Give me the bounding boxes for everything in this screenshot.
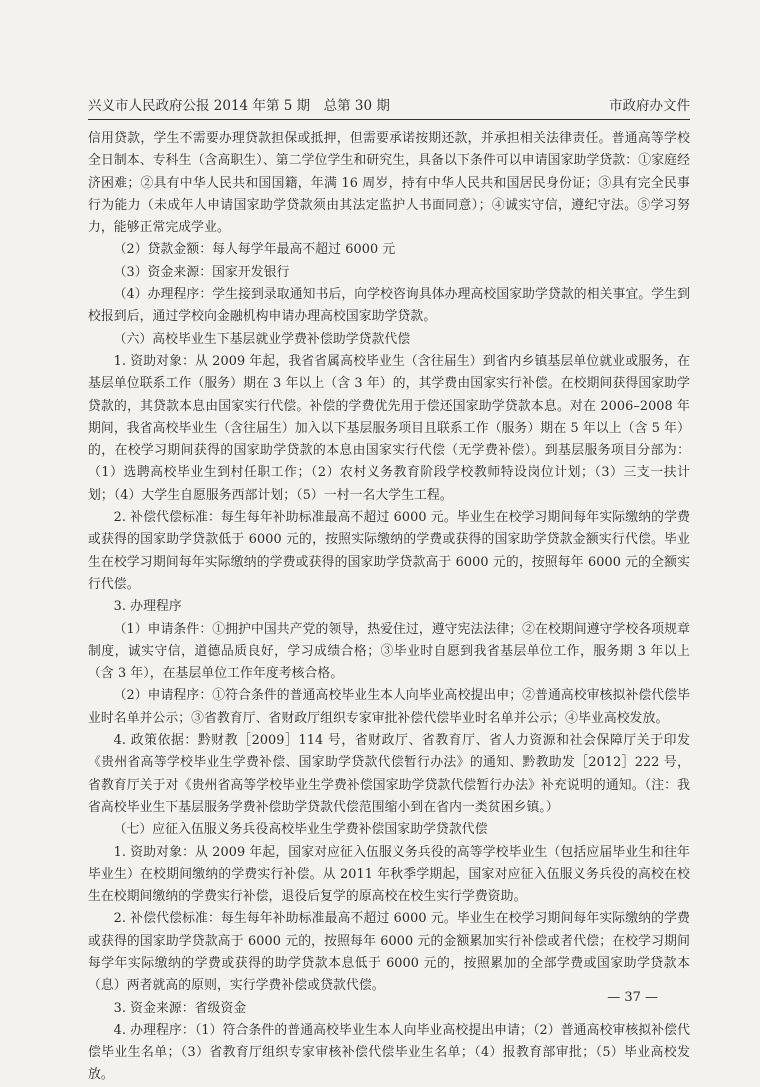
section-heading: （六）高校毕业生下基层就业学费补偿助学贷款代偿 xyxy=(113,331,411,347)
paragraph: （4）办理程序：学生接到录取通知书后，向学校咨询具体办理高校国家助学贷款的相关事宜。学生到校报到后，通过学校向金融机构申请办理高校国家助学贷款。 xyxy=(88,287,690,325)
page-number: — 37 — xyxy=(607,990,658,1005)
paragraph: 1. 资助对象：从 2009 年起，国家对应征入伍服义务兵役的高等学校毕业生（包括应届毕业生和往年毕业生）在校期间缴纳的学费实行补偿。从 2011 年秋季学期起，国家对应征入伍服义务兵役的高校在校生在校期间缴纳的学费实行补偿，退役后复学的原高校在校生实行学费资助。 xyxy=(88,844,690,905)
paragraph: 1. 资助对象：从 2009 年起，我省省属高校毕业生（含往届生）到省内乡镇基层单位就业或服务，在基层单位联系工作（服务）期在 3 年以上（含 3 年）的，其学费由国家实行补偿。在校期间获得国家助学贷款的，其贷款本息由国家实行代偿。补偿的学费优先用于偿还国家助学贷款本息。对在 2006–2008 年期间，我省高校毕业生（含往届生）加入以下基层服务项目且联系工作（服务）期在 5 年以上（含 5 年）的，在校学习期间获得的国家助学贷款的本息由国家实行代偿（无学费补偿）。到基层服务项目分部为：（1）选聘高校毕业生到村任职工作；（2）农村义务教育阶段学校教师特设岗位计划；（3）三支一扶计划；（4）大学生自愿服务西部计划；（5）一村一名大学生工程。 xyxy=(88,353,690,503)
paragraph: （2）贷款金额：每人每学年最高不超过 6000 元 xyxy=(113,242,396,258)
header-rule xyxy=(88,119,690,120)
subheading: 3. 办理程序 xyxy=(113,599,182,615)
paragraph: 信用贷款，学生不需要办理贷款担保或抵押，但需要承诺按期还款，并承担相关法律责任。普通高等学校全日制本、专科生（含高职生）、第二学位学生和研究生，具备以下条件可以申请国家助学贷款：①家庭经济困难；②具有中华人民共和国国籍，年满 16 周岁，持有中华人民共和国居民身份证；③具有完全民事行为能力（未成年人申请国家助学贷款须由其法定监护人书面同意）；④诚实守信，遵纪守法。⑤学习努力，能够正常完成学业。 xyxy=(88,131,690,236)
paragraph: 3. 资金来源：省级资金 xyxy=(113,1000,247,1016)
section-heading: （七）应征入伍服义务兵役高校毕业生学费补偿国家助学贷款代偿 xyxy=(113,822,488,838)
paragraph: 2. 补偿代偿标准：每生每年补助标准最高不超过 6000 元。毕业生在校学习期间每年实际缴纳的学费或获得的国家助学贷款高于 6000 元的，按照每年 6000 元的金额累加实行补偿或者代偿；在校学习期间每学年实际缴纳的学费或获得的助学贷款本息低于 6000 元的，按照累加的全部学费或国家助学贷款本（息）两者就高的原则，实行学费补偿或贷款代偿。 xyxy=(88,911,690,994)
paragraph: （2）申请程序：①符合条件的普通高校毕业生本人向毕业高校提出申；②普通高校审核拟补偿代偿毕业时名单并公示；③省教育厅、省财政厅组织专家审批补偿代偿毕业时名单并公示；④毕业高校发放。 xyxy=(88,688,690,726)
paragraph: （3）资金来源：国家开发银行 xyxy=(113,264,290,280)
running-header xyxy=(88,94,690,114)
paragraph: 4. 办理程序：（1）符合条件的普通高校毕业生本人向毕业高校提出申请；（2）普通高校审核拟补偿代偿毕业生名单；（3）省教育厅组织专家审核补偿代偿毕业生名单；（4）报教育部审批；（5）毕业高校发放。 xyxy=(88,1022,690,1083)
header-section-title: 市政府办文件 xyxy=(609,98,690,114)
paragraph: 2. 补偿代偿标准：每生每年补助标准最高不超过 6000 元。毕业生在校学习期间每年实际缴纳的学费或获得的国家助学贷款低于 6000 元的，按照实际缴纳的学费或获得的国家助学贷款金额实行代偿。毕业生在校学习期间每年实际缴纳的学费或获得的国家助学贷款高于 6000 元的，按照每年 6000 元的全额实行代偿。 xyxy=(88,510,690,592)
body-text xyxy=(88,128,690,1087)
header-publication-title: 兴义市人民政府公报 2014 年第 5 期 总第 30 期 xyxy=(88,98,390,114)
paragraph: （1）申请条件：①拥护中国共产党的领导，热爱住过，遵守宪法法律；②在校期间遵守学校各项规章制度，诚实守信，道德品质良好，学习成绩合格；③毕业时自愿到我省基层单位工作，服务期 3 年以上（含 3 年），在基层单位工作年度考核合格。 xyxy=(88,621,690,682)
paragraph: 4. 政策依据：黔财教［2009］114 号，省财政厅、省教育厅、省人力资源和社会保障厅关于印发《贵州省高等学校毕业生学费补偿、国家助学贷款代偿暂行办法》的通知、黔教助发［2012］222 号，省教育厅关于对《贵州省高等学校毕业生学费补偿国家助学贷款代偿暂行办法》补充说明的通知。（注：我省高校毕业生下基层服务学费补偿助学贷款代偿范围缩小到在省内一类贫困乡镇。） xyxy=(88,733,690,815)
